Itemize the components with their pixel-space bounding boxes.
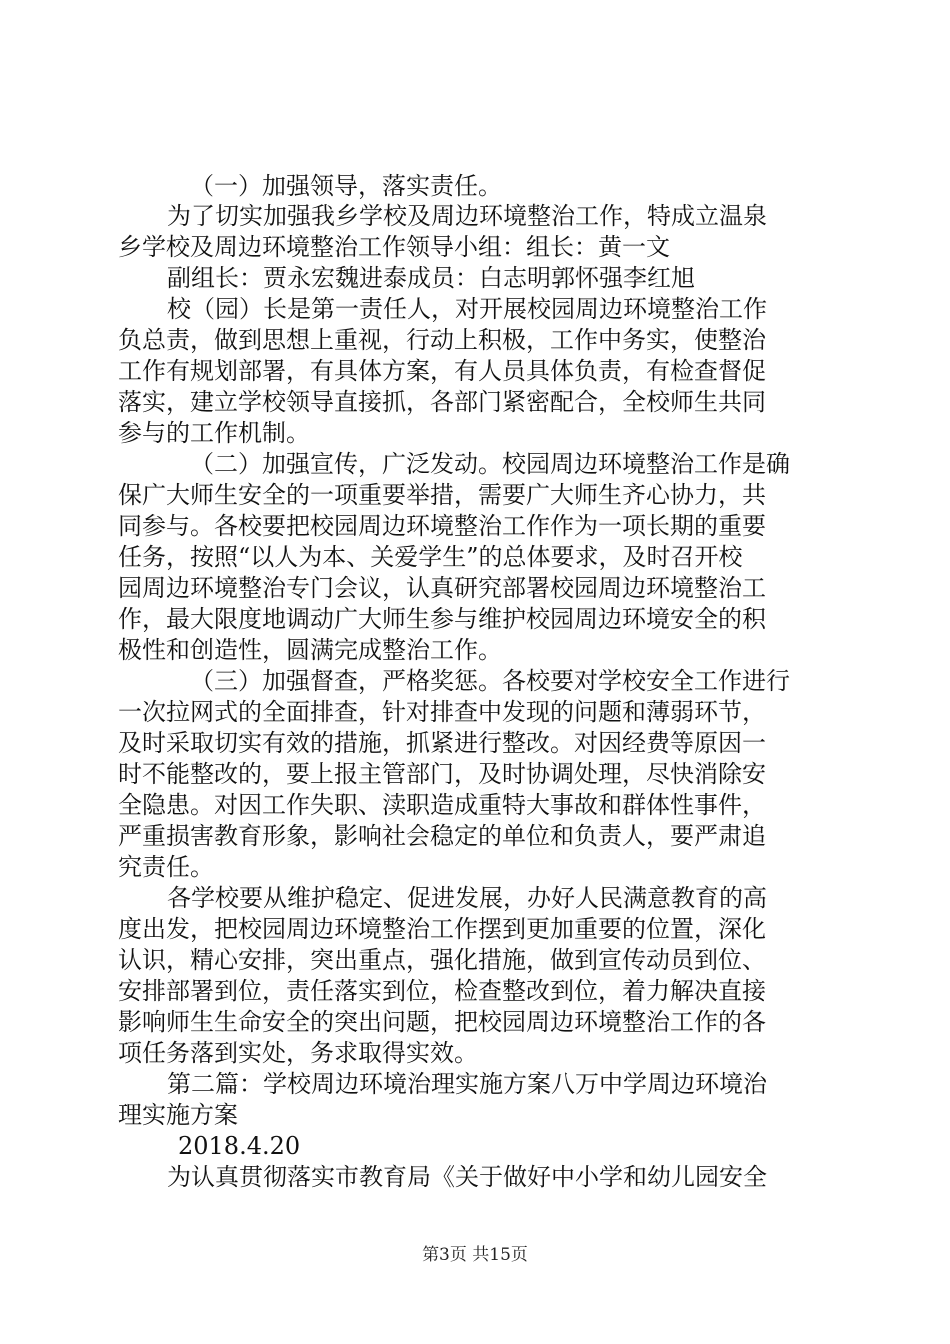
paragraph-line: 落实，建立学校领导直接抓，各部门紧密配合，全校师生共同	[118, 388, 766, 416]
paragraph-line: 认识，精心安排，突出重点，强化措施，做到宣传动员到位、	[118, 946, 766, 974]
paragraph-line: 极性和创造性，圆满完成整治工作。	[118, 636, 502, 664]
paragraph-line: 究责任。	[118, 853, 214, 881]
paragraph-line: 及时采取切实有效的措施，抓紧进行整改。对因经费等原因一	[118, 729, 766, 757]
paragraph-line: 影响师生生命安全的突出问题，把校园周边环境整治工作的各	[118, 1008, 766, 1036]
heading-section-1: （一）加强领导，落实责任。	[190, 172, 502, 200]
paragraph-line: 时不能整改的，要上报主管部门，及时协调处理，尽快消除安	[118, 760, 766, 788]
paragraph-line: 校（园）长是第一责任人，对开展校园周边环境整治工作	[167, 295, 767, 323]
paragraph-line: 保广大师生安全的一项重要举措，需要广大师生齐心协力，共	[118, 481, 766, 509]
heading-section-2: （二）加强宣传，广泛发动。校园周边环境整治工作是确	[190, 450, 790, 478]
chapter-title: 第二篇：学校周边环境治理实施方案八万中学周边环境治	[167, 1070, 767, 1098]
paragraph-line: 园周边环境整治专门会议，认真研究部署校园周边环境整治工	[118, 574, 766, 602]
paragraph-line: 副组长：贾永宏魏进泰成员：白志明郭怀强李红旭	[167, 264, 695, 292]
date-line: 2018.4.20	[178, 1132, 301, 1160]
paragraph-line: 全隐患。对因工作失职、渎职造成重特大事故和群体性事件，	[118, 791, 766, 819]
heading-section-3: （三）加强督查，严格奖惩。各校要对学校安全工作进行	[190, 667, 790, 695]
paragraph-line: 工作有规划部署，有具体方案，有人员具体负责，有检查督促	[118, 357, 766, 385]
paragraph-line: 乡学校及周边环境整治工作领导小组：组长：黄一文	[118, 233, 670, 261]
paragraph-line: 参与的工作机制。	[118, 419, 310, 447]
paragraph-line: 同参与。各校要把校园周边环境整治工作作为一项长期的重要	[118, 512, 766, 540]
paragraph-line: 一次拉网式的全面排查，针对排查中发现的问题和薄弱环节，	[118, 698, 766, 726]
paragraph-line: 安排部署到位，责任落实到位，检查整改到位，着力解决直接	[118, 977, 766, 1005]
paragraph-line: 任务，按照“以人为本、关爱学生”的总体要求，及时召开校	[118, 543, 743, 571]
paragraph-line: 严重损害教育形象，影响社会稳定的单位和负责人，要严肃追	[118, 822, 766, 850]
chapter-title: 理实施方案	[118, 1101, 238, 1129]
page-number-footer: 第3页 共15页	[422, 1245, 528, 1265]
paragraph-line: 负总责，做到思想上重视，行动上积极，工作中务实，使整治	[118, 326, 766, 354]
paragraph-line: 作，最大限度地调动广大师生参与维护校园周边环境安全的积	[118, 605, 766, 633]
paragraph-line: 项任务落到实处，务求取得实效。	[118, 1039, 478, 1067]
paragraph-line: 为认真贯彻落实市教育局《关于做好中小学和幼儿园安全	[167, 1163, 767, 1191]
paragraph-line: 各学校要从维护稳定、促进发展，办好人民满意教育的高	[167, 884, 767, 912]
paragraph-line: 为了切实加强我乡学校及周边环境整治工作，特成立温泉	[167, 202, 767, 230]
paragraph-line: 度出发，把校园周边环境整治工作摆到更加重要的位置，深化	[118, 915, 766, 943]
